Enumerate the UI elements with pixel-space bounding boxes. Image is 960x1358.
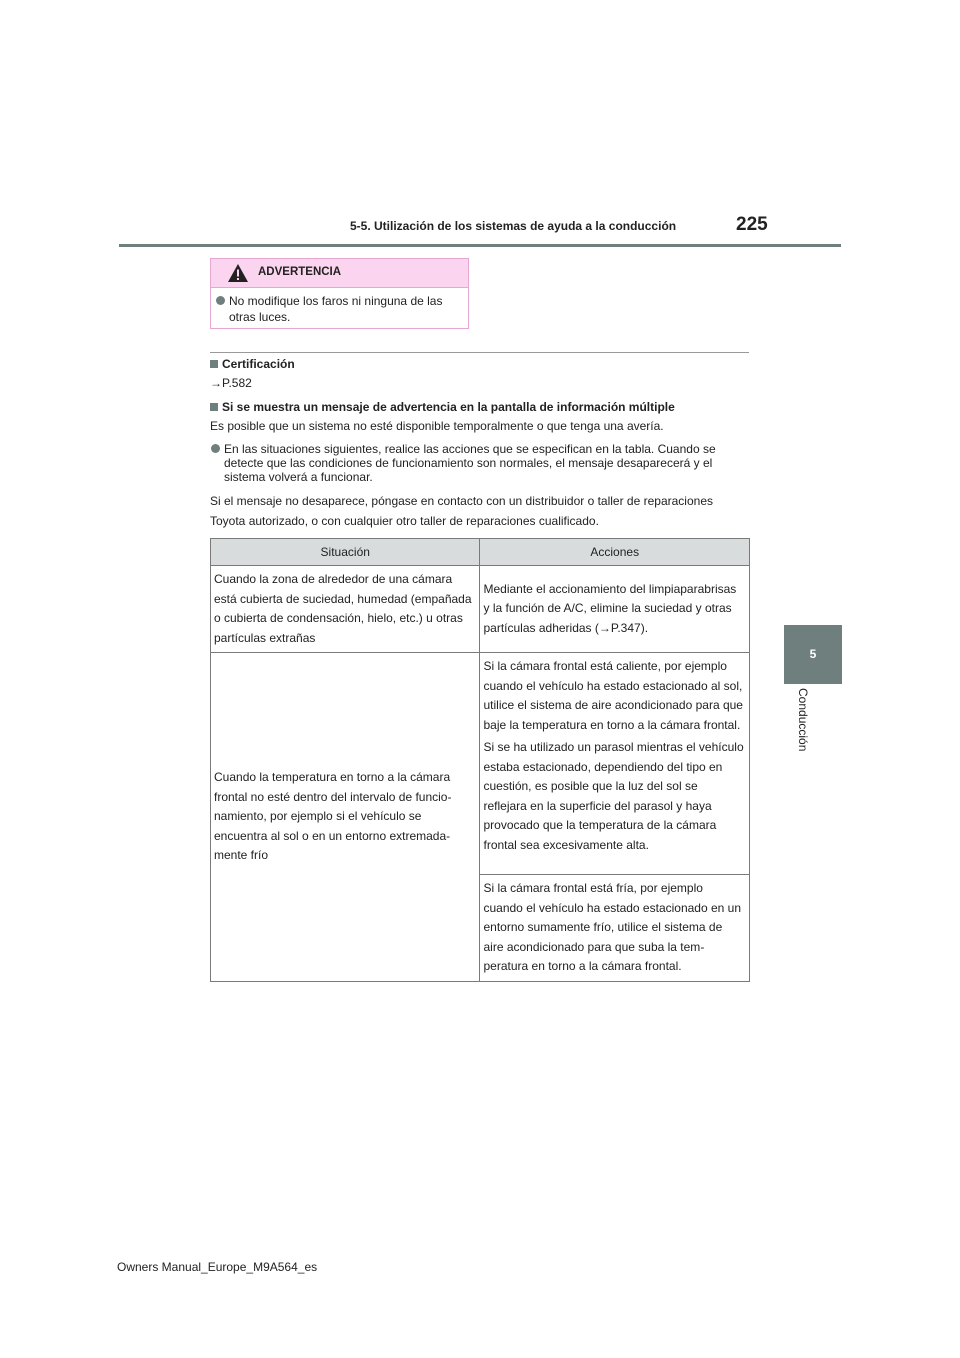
warning-text: No modifique los faros ni ninguna de las otras luces. xyxy=(229,294,443,324)
table-row xyxy=(211,653,750,875)
table-cell-paragraph: Si se ha utilizado un parasol mientras el vehículo estaba estacionado, dependiendo del tipo en cuestión, es posible que la luz del sol se reflejara en la superficie del parasol y haya provocado que la temperatura de la cámara frontal sea excesivamente alta. xyxy=(483,740,744,852)
warning-message-outro-2: Toyota autorizado, o con cualquier otro taller de reparaciones cualificado. xyxy=(210,514,599,528)
table-cell-action: Mediante el accionamiento del limpiaparabrisas y la función de A/C, elimine la suciedad y otras partículas adheridas (→P.347). xyxy=(480,566,750,653)
table-header-row xyxy=(211,539,750,566)
certification-heading-text: Certificación xyxy=(222,357,295,371)
chapter-number: 5 xyxy=(809,647,817,661)
bullet-icon xyxy=(216,296,225,305)
warning-box xyxy=(210,258,469,329)
table-row xyxy=(211,566,750,653)
bullet-icon xyxy=(211,444,220,453)
warning-triangle-icon xyxy=(227,263,249,283)
chapter-tab[interactable] xyxy=(784,625,842,684)
warning-title: ADVERTENCIA xyxy=(258,266,342,278)
certification-heading xyxy=(210,357,295,371)
list-item-text: En las situaciones siguientes, realice las acciones que se especifican en la tabla. Cuando se detecte que las condiciones de funcionamiento son normales, el mensaje desaparecerá y el sistema volverá a funcionar. xyxy=(224,442,716,484)
warning-message-intro: Es posible que un sistema no esté disponible temporalmente o que tenga una avería. xyxy=(210,419,664,433)
list-item xyxy=(210,442,750,484)
table-cell-action: Si la cámara frontal está fría, por ejemplo cuando el vehículo ha estado estacionado en un entorno sumamente frío, utilice el sistema de aire acondicionado para que suba la temperatura en torno a la cámara frontal. xyxy=(480,875,750,982)
certification-page-link[interactable]: →P.582 xyxy=(210,376,252,390)
warning-header xyxy=(211,259,468,288)
warning-body xyxy=(211,288,468,325)
table-cell-paragraph: Si la cámara frontal está caliente, por ejemplo cuando el vehículo ha estado estacionado al sol, utilice el sistema de aire acondicionado para que baje la temperatura en torno a la cámara frontal. xyxy=(483,659,743,732)
section-title: 5-5. Utilización de los sistemas de ayuda a la conducción xyxy=(350,219,677,233)
section-divider xyxy=(210,352,749,353)
page-number: 225 xyxy=(736,214,768,235)
table-cell-action xyxy=(480,653,750,875)
table-cell-situation: Cuando la zona de alrededor de una cámara está cubierta de suciedad, humedad (empañada o cubierta de condensación, hielo, etc.) u otras partículas extrañas xyxy=(211,566,480,653)
warning-message-heading xyxy=(210,400,675,414)
chapter-name: Conducción xyxy=(796,688,810,752)
header-divider xyxy=(119,244,841,247)
situation-actions-table xyxy=(210,538,750,982)
warning-message-heading-text: Si se muestra un mensaje de advertencia en la pantalla de información múltiple xyxy=(222,400,675,414)
table-cell-situation: Cuando la temperatura en torno a la cámara frontal no esté dentro del intervalo de funcionamiento, por ejemplo si el vehículo se encuentra al sol o en un entorno extremadamente frío xyxy=(211,653,480,982)
square-bullet-icon xyxy=(210,360,218,368)
square-bullet-icon xyxy=(210,403,218,411)
footer-document-id: Owners Manual_Europe_M9A564_es xyxy=(117,1260,318,1274)
table-header-actions: Acciones xyxy=(480,539,750,566)
warning-message-outro-1: Si el mensaje no desaparece, póngase en contacto con un distribuidor o taller de reparaciones xyxy=(210,494,713,508)
table-header-situation: Situación xyxy=(211,539,480,566)
